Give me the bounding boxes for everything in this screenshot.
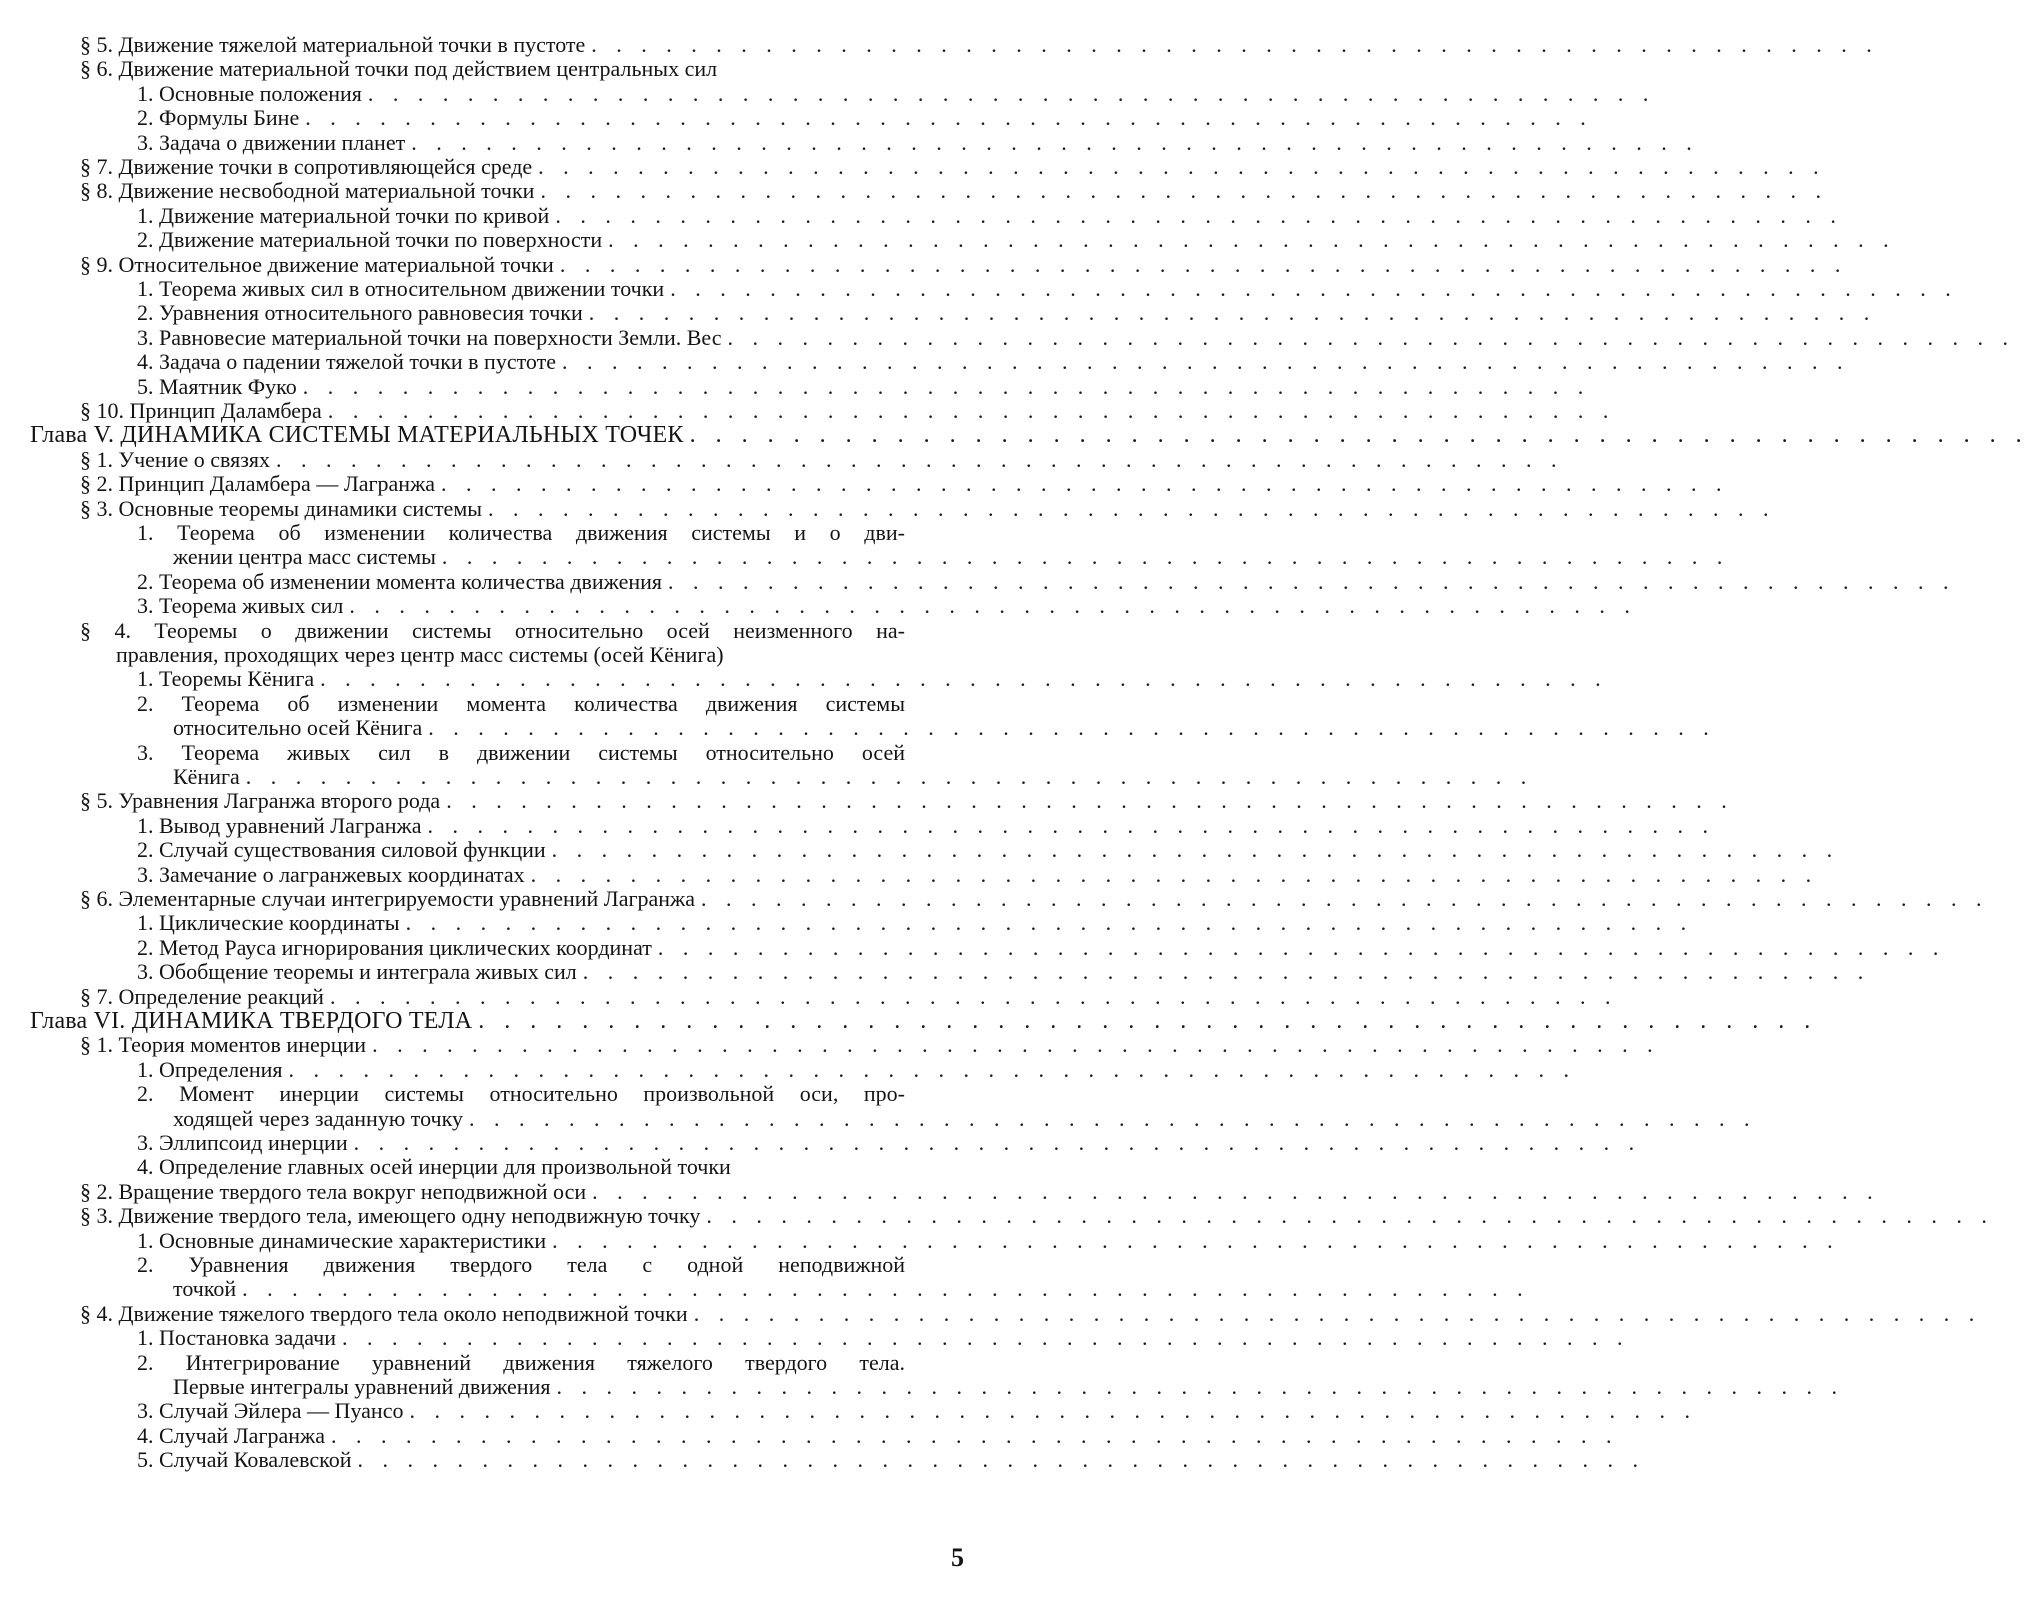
toc-entry-title: 2. Уравнения относительного равновесия точки (137, 300, 583, 326)
toc-entry-line (137, 934, 1946, 960)
toc-entry-title: § 2. Принцип Даламбера — Лагранжа (80, 471, 436, 497)
leader-dots: . . . . . . . . . . . . . . . . . . . . . . . . . . . . . . . . . . . . . . . . . . . . . . . . . . . . (353, 1130, 1642, 1155)
toc-entry-title: жении центра масс системы (173, 544, 436, 570)
leader-dots: . . . . . . . . . . . . . . . . . . . . . . . . . . . . . . . . . . . . . . . . . . . . . . . . . . . . (540, 178, 1828, 204)
toc-entry-title: правления, проходящих через центр масс системы (осей Кёнига) (116, 642, 724, 667)
toc-entry-line (80, 619, 905, 643)
toc-entry-title: § 2. Вращение твердого тела вокруг неподвижной оси (80, 1178, 587, 1204)
toc-entry-line (80, 1032, 1660, 1058)
leader-dots: . . . . . . . . . . . . . . . . . . . . . . . . . . . . . . . . . . . . . . . . . . . . . . . . . . . . (657, 934, 1946, 960)
toc-entry-title: 3. Задача о движении планет (137, 129, 406, 155)
toc-entry-line (173, 1276, 1530, 1302)
toc-entry-line (137, 1130, 1642, 1155)
toc-entry-title: 2. Момент инерции системы относительно произвольной оси, про- (137, 1081, 905, 1107)
toc-entry-line (137, 1422, 1619, 1448)
leader-dots: . . . . . . . . . . . . . . . . . . . . . . . . . . . . . . . . . . . . . . . . . . . . . . . . . . . . (349, 593, 1637, 619)
toc-entry-line (80, 251, 1848, 277)
toc-entry-line (80, 788, 1734, 814)
toc-entry-title: 1. Движение материальной точки по кривой (137, 202, 550, 228)
toc-entry-line (137, 837, 1840, 863)
toc-entry-title: относительно осей Кёнига (173, 715, 423, 741)
toc-entry-title: точкой (173, 1276, 237, 1302)
toc-entry-line (173, 764, 1534, 789)
leader-dots: . . . . . . . . . . . . . . . . . . . . . . . . . . . . . . . . . . . . . . . . . . . . . . . . . . . . (329, 983, 1618, 1009)
toc-entry-title: 1. Основные динамические характеристики (137, 1227, 547, 1253)
toc-entry-title: § 5. Уравнения Лагранжа второго рода (80, 788, 441, 814)
toc-entry-line (80, 1178, 1880, 1204)
toc-entry-title: § 6. Элементарные случаи интегрируемости уравнений Лагранжа (80, 886, 696, 911)
toc-entry-line (137, 202, 1843, 228)
leader-dots: . . . . . . . . . . . . . . . . . . . . . . . . . . . . . . . . . . . . . . . . . . . . . . . . . . . . (608, 227, 1896, 253)
toc-entry-title: § 7. Определение реакций (80, 983, 324, 1009)
toc-entry-line (137, 593, 1637, 619)
leader-dots: . . . . . . . . . . . . . . . . . . . . . . . . . . . . . . . . . . . . . . . . . . . . . . . . . . . . (372, 1032, 1660, 1058)
leader-dots: . . . . . . . . . . . . . . . . . . . . . . . . . . . . . . . . . . . . . . . . . . . . . . . . . . . . (245, 764, 1534, 789)
toc-entry-title: § 4. Движение тяжелого твердого тела около неподвижной точки (80, 1300, 688, 1326)
toc-entry-title: 4. Случай Лагранжа (137, 1422, 325, 1448)
leader-dots: . . . . . . . . . . . . . . . . . . . . . . . . . . . . . . . . . . . . . . . . . . . . . . . . . . . . (405, 910, 1694, 936)
leader-dots: . . . . . . . . . . . . . . . . . . . . . . . . . . . . . . . . . . . . . . . . . . . . . . . . . . . . (559, 251, 1848, 277)
toc-entry-title: § 3. Основные теоремы динамики системы (80, 495, 483, 521)
toc-entry-line (80, 154, 1826, 179)
toc-entry-title: 4. Определение главных осей инерции для произвольной точки (137, 1154, 731, 1180)
leader-dots: . . . . . . . . . . . . . . . . . . . . . . . . . . . . . . . . . . . . . . . . . . . . . . . . . . . . (538, 154, 1826, 179)
leader-dots: . . . . . . . . . . . . . . . . . . . . . . . . . . . . . . . . . . . . . . . . . . . . . . . . . . . . (302, 373, 1591, 399)
toc-entry-line (137, 1325, 1630, 1351)
leader-dots: . . . . . . . . . . . . . . . . . . . . . . . . . . . . . . . . . . . . . . . . . . . . . . . . . . . . (668, 568, 1956, 594)
toc-entry-line (80, 886, 1989, 911)
toc-entry-line (137, 666, 1608, 692)
page-number: 5 (951, 1543, 964, 1572)
toc-entry-line (137, 129, 1699, 155)
toc-entry-title: § 6. Движение материальной точки под действием центральных сил (80, 56, 718, 82)
toc-entry-line (137, 1227, 1840, 1253)
leader-dots: . . . . . . . . . . . . . . . . . . . . . . . . . . . . . . . . . . . . . . . . . . . . . . . . . . . . (367, 80, 1656, 106)
leader-dots: . . . . . . . . . . . . . . . . . . . . . . . . . . . . . . . . . . . . . . . . . . . . . . . . . . . . (327, 398, 1616, 423)
leader-dots: . . . . . . . . . . . . . . . . . . . . . . . . . . . . . . . . . . . . . . . . . . . . . . . . . . . . (478, 1008, 1818, 1034)
toc-entry-title: 2. Движение материальной точки по поверхности (137, 227, 603, 253)
toc-entry-title: ходящей через заданную точку (173, 1105, 463, 1131)
leader-dots: . . . . . . . . . . . . . . . . . . . . . . . . . . . . . . . . . . . . . . . . . . . . . . . . . . . . (411, 129, 1699, 155)
toc-entry-line (137, 692, 905, 716)
toc-entry-line (30, 422, 2029, 449)
toc-entry-title: 1. Циклические координаты (137, 910, 400, 936)
leader-dots: . . . . . . . . . . . . . . . . . . . . . . . . . . . . . . . . . . . . . . . . . . . . . . . . . . . . (409, 1398, 1697, 1424)
leader-dots: . . . . . . . . . . . . . . . . . . . . . . . . . . . . . . . . . . . . . . . . . . . . . . . . . . . . (591, 32, 1879, 57)
toc-entry-title: 1. Основные положения (137, 80, 362, 106)
toc-entry-title: 1. Теоремы Кёнига (137, 666, 315, 692)
toc-entry-title: 3. Теорема живых сил в движении системы относительно осей (137, 739, 905, 765)
toc-entry-title: 1. Теорема об изменении количества движения системы и о дви- (137, 520, 905, 545)
leader-dots: . . . . . . . . . . . . . . . . . . . . . . . . . . . . . . . . . . . . . . . . . . . . . . . . . . . . (468, 1105, 1757, 1131)
toc-entry-title: 1. Вывод уравнений Лагранжа (137, 812, 422, 838)
toc-entry-title: 2. Метод Рауса игнорирования циклических координат (137, 934, 652, 960)
toc-entry-line (137, 1398, 1697, 1424)
leader-dots: . . . . . . . . . . . . . . . . . . . . . . . . . . . . . . . . . . . . . . . . . . . . . . . . . . . . (357, 1447, 1645, 1473)
toc-entry-line (137, 300, 1877, 326)
toc-entry-title: 2. Формулы Бине (137, 105, 300, 131)
toc-entry-line (80, 1300, 1982, 1326)
leader-dots: . . . . . . . . . . . . . . . . . . . . . . . . . . . . . . . . . . . . . . . . . . . . . . . . . . . . (441, 544, 1730, 570)
toc-entry-line (116, 643, 905, 667)
leader-dots: . . . . . . . . . . . . . . . . . . . . . . . . . . . . . . . . . . . . . . . . . . . . . . . . . . . . (689, 422, 2029, 449)
toc-entry-line (137, 521, 905, 545)
leader-dots: . . . . . . . . . . . . . . . . . . . . . . . . . . . . . . . . . . . . . . . . . . . . . . . . . . . . (701, 886, 1989, 911)
toc-entry-line (137, 227, 1896, 253)
leader-dots: . . . . . . . . . . . . . . . . . . . . . . . . . . . . . . . . . . . . . . . . . . . . . . . . . . . . (552, 1227, 1840, 1253)
toc-entry-line (137, 105, 1593, 131)
toc-entry-line (80, 398, 1616, 423)
leader-dots: . . . . . . . . . . . . . . . . . . . . . . . . . . . . . . . . . . . . . . . . . . . . . . . . . . . . (555, 202, 1843, 228)
toc-entry-line (137, 276, 1958, 301)
leader-dots: . . . . . . . . . . . . . . . . . . . . . . . . . . . . . . . . . . . . . . . . . . . . . . . . . . . . (693, 1300, 1982, 1326)
toc-entry-line (137, 1447, 1645, 1473)
toc-entry-title: § 10. Принцип Даламбера (80, 398, 322, 423)
toc-entry-title: 5. Случай Ковалевской (137, 1447, 352, 1473)
toc-entry-line (137, 1082, 905, 1106)
toc-entry-line (80, 471, 1729, 497)
toc-entry-line (80, 983, 1618, 1009)
toc-entry-title: 3. Замечание о лагранжевых координатах (137, 861, 525, 887)
toc-entry-line (137, 1155, 905, 1179)
leader-dots: . . . . . . . . . . . . . . . . . . . . . . . . . . . . . . . . . . . . . . . . . . . . . . . . . . . . (428, 715, 1716, 741)
leader-dots: . . . . . . . . . . . . . . . . . . . . . . . . . . . . . . . . . . . . . . . . . . . . . . . . . . . . (551, 837, 1840, 863)
leader-dots: . . . . . . . . . . . . . . . . . . . . . . . . . . . . . . . . . . . . . . . . . . . . . . . . . . . . (242, 1276, 1530, 1302)
leader-dots: . . . . . . . . . . . . . . . . . . . . . . . . . . . . . . . . . . . . . . . . . . . . . . . . . . . . (288, 1056, 1577, 1082)
toc-entry-line (137, 349, 1850, 375)
toc-entry-title: § 9. Относительное движение материальной точки (80, 251, 554, 277)
toc-entry-line (80, 1203, 1994, 1229)
toc-entry-line (137, 812, 1715, 838)
toc-entry-line (173, 1374, 1844, 1399)
leader-dots: . . . . . . . . . . . . . . . . . . . . . . . . . . . . . . . . . . . . . . . . . . . . . . . . . . . . (562, 349, 1850, 375)
toc-entry-title: 5. Маятник Фуко (137, 373, 297, 399)
toc-entry-line (80, 495, 1776, 521)
toc-entry-line (80, 178, 1828, 204)
leader-dots: . . . . . . . . . . . . . . . . . . . . . . . . . . . . . . . . . . . . . . . . . . . . . . . . . . . . (706, 1203, 1994, 1229)
toc-entry-line (80, 446, 1564, 472)
toc-entry-title: 3. Случай Эйлера — Пуансо (137, 1398, 404, 1424)
toc-entry-title: 3. Эллипсоид инерции (137, 1130, 348, 1155)
leader-dots: . . . . . . . . . . . . . . . . . . . . . . . . . . . . . . . . . . . . . . . . . . . . . . . . . . . . (330, 1422, 1619, 1448)
leader-dots: . . . . . . . . . . . . . . . . . . . . . . . . . . . . . . . . . . . . . . . . . . . . . . . . . . . . (305, 105, 1593, 131)
toc-entry-title: 2. Теорема об изменении момента количества движения системы (137, 690, 905, 716)
leader-dots: . . . . . . . . . . . . . . . . . . . . . . . . . . . . . . . . . . . . . . . . . . . . . . . . . . . . (320, 666, 1608, 692)
toc-entry-line (173, 1105, 1757, 1131)
leader-dots: . . . . . . . . . . . . . . . . . . . . . . . . . . . . . . . . . . . . . . . . . . . . . . . . . . . . (276, 446, 1564, 472)
toc-entry-title: 1. Постановка задачи (137, 1325, 336, 1351)
toc-entry-title: § 7. Движение точки в сопротивляющейся среде (80, 154, 533, 179)
toc-entry-title: § 1. Учение о связях (80, 446, 271, 472)
leader-dots: . . . . . . . . . . . . . . . . . . . . . . . . . . . . . . . . . . . . . . . . . . . . . . . . . . . . (441, 471, 1729, 497)
toc-entry-title: 1. Определения (137, 1056, 283, 1082)
toc-entry-title: § 1. Теория моментов инерции (80, 1032, 367, 1058)
toc-entry-title: § 4. Теоремы о движении системы относительно осей неизменного на- (80, 617, 905, 643)
toc-entry-line (137, 910, 1694, 936)
toc-entry-title: Глава V. ДИНАМИКА СИСТЕМЫ МАТЕРИАЛЬНЫХ ТОЧЕК (30, 422, 684, 449)
leader-dots: . . . . . . . . . . . . . . . . . . . . . . . . . . . . . . . . . . . . . . . . . . . . . . . . . . . . (727, 324, 2015, 350)
leader-dots: . . . . . . . . . . . . . . . . . . . . . . . . . . . . . . . . . . . . . . . . . . . . . . . . . . . . (488, 495, 1776, 521)
toc-entry-title: § 3. Движение твердого тела, имеющего одну неподвижную точку (80, 1203, 701, 1229)
toc-entry-title: 1. Теорема живых сил в относительном движении точки (137, 276, 665, 301)
toc-entry-line (137, 741, 905, 765)
toc-entry-title: 4. Задача о падении тяжелой точки в пустоте (137, 349, 556, 375)
toc-entry-line (173, 544, 1730, 570)
leader-dots: . . . . . . . . . . . . . . . . . . . . . . . . . . . . . . . . . . . . . . . . . . . . . . . . . . . . (556, 1374, 1844, 1399)
leader-dots: . . . . . . . . . . . . . . . . . . . . . . . . . . . . . . . . . . . . . . . . . . . . . . . . . . . . (342, 1325, 1630, 1351)
toc-entry-title: 2. Интегрирование уравнений движения тяжелого твердого тела. (137, 1349, 905, 1375)
toc-entry-line (137, 373, 1591, 399)
toc-entry-title: Кёнига (173, 764, 240, 789)
toc-entry-line (30, 1008, 1818, 1034)
leader-dots: . . . . . . . . . . . . . . . . . . . . . . . . . . . . . . . . . . . . . . . . . . . . . . . . . . . . (530, 861, 1819, 887)
toc-entry-title: § 8. Движение несвободной материальной точки (80, 178, 535, 204)
leader-dots: . . . . . . . . . . . . . . . . . . . . . . . . . . . . . . . . . . . . . . . . . . . . . . . . . . . . (592, 1178, 1880, 1204)
toc-entry-line (137, 1351, 905, 1375)
toc-entry-line (137, 1056, 1577, 1082)
toc-entry-line (80, 32, 1879, 57)
toc-entry-line (137, 861, 1819, 887)
toc-entry-title: 3. Равновесие материальной точки на поверхности Земли. Вес (137, 324, 722, 350)
toc-entry-line (137, 1253, 905, 1277)
leader-dots: . . . . . . . . . . . . . . . . . . . . . . . . . . . . . . . . . . . . . . . . . . . . . . . . . . . . (588, 300, 1877, 326)
toc-entry-line (137, 324, 2015, 350)
leader-dots: . . . . . . . . . . . . . . . . . . . . . . . . . . . . . . . . . . . . . . . . . . . . . . . . . . . . (446, 788, 1734, 814)
toc-entry-title: Глава VI. ДИНАМИКА ТВЕРДОГО ТЕЛА (30, 1008, 473, 1034)
toc-entry-title: § 5. Движение тяжелой материальной точки в пустоте (80, 32, 586, 57)
toc-entry-line (137, 80, 1656, 106)
leader-dots: . . . . . . . . . . . . . . . . . . . . . . . . . . . . . . . . . . . . . . . . . . . . . . . . . . . . (670, 276, 1958, 301)
leader-dots: . . . . . . . . . . . . . . . . . . . . . . . . . . . . . . . . . . . . . . . . . . . . . . . . . . . . (582, 959, 1871, 985)
leader-dots: . . . . . . . . . . . . . . . . . . . . . . . . . . . . . . . . . . . . . . . . . . . . . . . . . . . . (427, 812, 1715, 838)
toc-entry-title: 2. Уравнения движения твердого тела с одной неподвижной (137, 1252, 905, 1277)
toc-entry-line (137, 959, 1871, 985)
toc-entry-title: 2. Случай существования силовой функции (137, 837, 546, 863)
toc-entry-title: Первые интегралы уравнений движения (173, 1374, 551, 1399)
toc-entry-line (173, 715, 1716, 741)
toc-entry-title: 2. Теорема об изменении момента количества движения (137, 568, 663, 594)
toc-entry-title: 3. Теорема живых сил (137, 593, 344, 619)
toc-entry-title: 3. Обобщение теоремы и интеграла живых сил (137, 959, 577, 985)
toc-entry-line (80, 57, 905, 81)
toc-entry-line (137, 568, 1956, 594)
